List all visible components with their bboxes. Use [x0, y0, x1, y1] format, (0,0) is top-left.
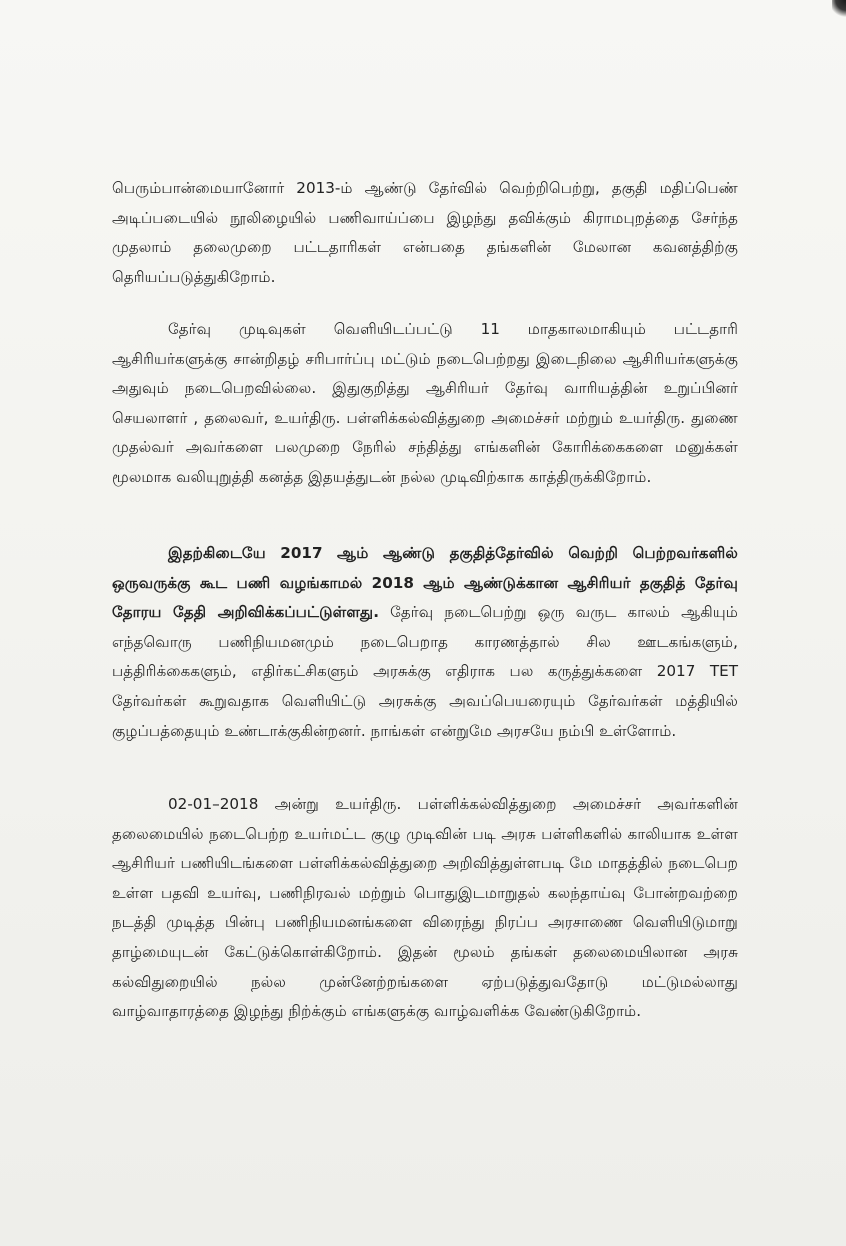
paragraph-2 [112, 315, 738, 493]
paragraph-2-text: தேர்வு முடிவுகள் வெளியிடப்பட்டு 11 மாதகாலமாகியும் பட்டதாரி ஆசிரியர்களுக்கு சான்றிதழ் சரிபார்ப்பு மட்டும் நடைபெற்றது இடைநிலை ஆசிரியர்களுக்கு அதுவும் நடைபெறவில்லை. இதுகுறித்து ஆசிரியர் தேர்வு வாரியத்தின் உறுப்பினர் செயலாளர் , தலைவர், உயர்திரு. பள்ளிக்கல்வித்துறை அமைச்சர் மற்றும் உயர்திரு. துணை முதல்வர் அவர்களை பலமுறை நேரில் சந்தித்து எங்களின் கோரிக்கைகளை மனுக்கள் மூலமாக வலியுறுத்தி கனத்த இதயத்துடன் நல்ல முடிவிற்காக காத்திருக்கிறோம். [112, 320, 738, 486]
paragraph-1 [112, 174, 738, 292]
paragraph-4 [112, 790, 738, 1027]
paragraph-3 [112, 539, 738, 746]
page-corner-shadow [832, 0, 846, 18]
paragraph-1-text: பெரும்பான்மையானோர் 2013-ம் ஆண்டு தேர்வில் வெற்றிபெற்று, தகுதி மதிப்பெண் அடிப்படையில் நூலிழையில் பணிவாய்ப்பை இழந்து தவிக்கும் கிராமபுறத்தை சேர்ந்த முதலாம் தலைமுறை பட்டதாரிகள் என்பதை தங்களின் மேலான கவனத்திற்கு தெரியப்படுத்துகிறோம். [112, 179, 738, 286]
paragraph-4-text: 02-01–2018 அன்று உயர்திரு. பள்ளிக்கல்வித்துறை அமைச்சர் அவர்களின் தலைமையில் நடைபெற்ற உயர்மட்ட குழு முடிவின் படி அரசு பள்ளிகளில் காலியாக உள்ள ஆசிரியர் பணியிடங்களை பள்ளிக்கல்வித்துறை அறிவித்துள்ளபடி மே மாதத்தில் நடைபெற உள்ள பதவி உயர்வு, பணிநிரவல் மற்றும் பொதுஇடமாறுதல் கலந்தாய்வு போன்றவற்றை நடத்தி முடித்த பின்பு பணிநியமனங்களை விரைந்து நிரப்ப அரசாணை வெளியிடுமாறு தாழ்மையுடன் கேட்டுக்கொள்கிறோம். இதன் மூலம் தங்கள் தலைமையிலான அரசு கல்விதுறையில் நல்ல முன்னேற்றங்களை ஏற்படுத்துவதோடு மட்டுமல்லாது வாழ்வாதாரத்தை இழந்து நிற்க்கும் எங்களுக்கு வாழ்வளிக்க வேண்டுகிறோம். [112, 795, 738, 1021]
paragraph-3-bold-text: இதற்கிடையே 2017 ஆம் ஆண்டு தகுதித்தேர்வில் வெற்றி பெற்றவர்களில் ஒருவருக்கு கூட பணி வழங்காமல் 2018 ஆம் ஆண்டுக்கான ஆசிரியர் தகுதித் தேர்வு தோரய தேதி அறிவிக்கப்பட்டுள்ளது. [112, 544, 738, 622]
paragraph-3-text: தேர்வு நடைபெற்று ஒரு வருட காலம் ஆகியும் எந்தவொரு பணிநியமனமும் நடைபெறாத காரணத்தால் சில ஊடகங்களும், பத்திரிக்கைகளும், எதிர்கட்சிகளும் அரசுக்கு எதிராக பல கருத்துக்களை 2017 TET தேர்வர்கள் கூறுவதாக வெளியிட்டு அரசுக்கு அவப்பெயரையும் தேர்வர்கள் மத்தியில் குழப்பத்தையும் உண்டாக்குகின்றனர். நாங்கள் என்றுமே அரசயே நம்பி உள்ளோம். [112, 603, 739, 740]
